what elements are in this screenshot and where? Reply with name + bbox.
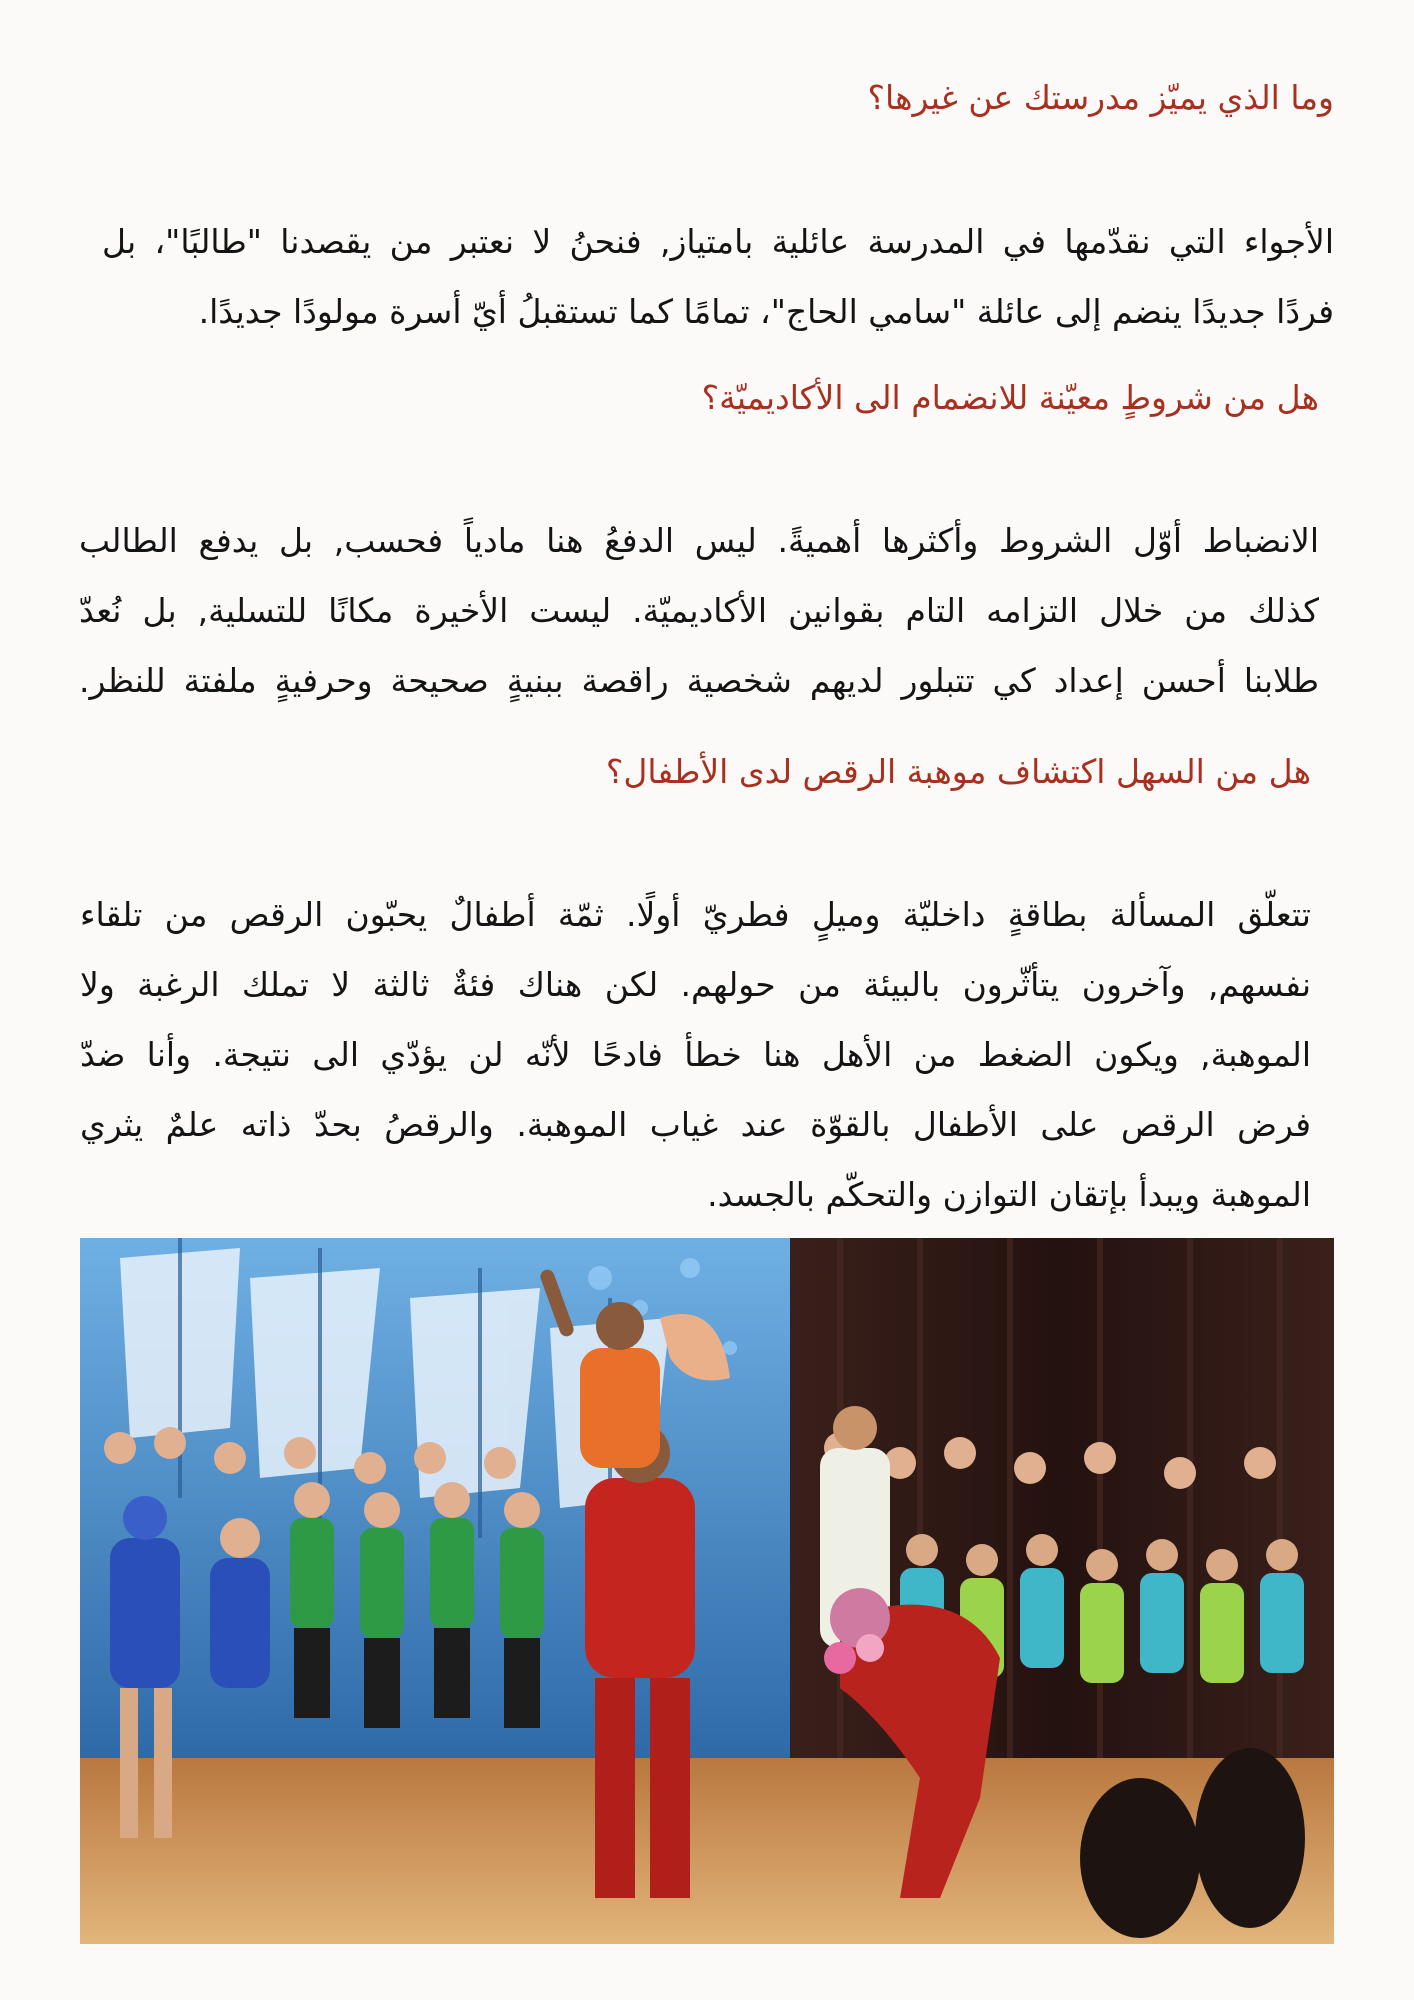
paragraph-line: الموهبة, ويكون الضغط من الأهل هنا خطأ فادحًا لأنّه لن يؤدّي الى نتيجة. وأنا ضدّ — [80, 1035, 1311, 1074]
paragraph-line: الانضباط أوّل الشروط وأكثرها أهميةً. ليس الدفعُ هنا مادياً فحسب, بل يدفع الطالب — [79, 521, 1319, 560]
paragraph-line: كذلك من خلال التزامه التام بقوانين الأكاديميّة. ليست الأخيرة مكانًا للتسلية, بل نُعدّ — [79, 591, 1319, 630]
paragraph-line: طلابنا أحسن إعداد كي تتبلور لديهم شخصية راقصة ببنيةٍ صحيحة وحرفيةٍ ملفتة للنظر. — [79, 661, 1319, 700]
section-heading: هل من شروطٍ معيّنة للانضمام الى الأكاديميّة؟ — [701, 378, 1319, 417]
paragraph-line: نفسهم, وآخرون يتأثّرون بالبيئة من حولهم. لكن هناك فئةٌ ثالثة لا تملك الرغبة ولا — [80, 965, 1311, 1004]
paragraph-line: الأجواء التي نقدّمها في المدرسة عائلية بامتياز, فنحنُ لا نعتبر من يقصدنا "طالبًا"، بل — [102, 222, 1334, 261]
paragraph-line: تتعلّق المسألة بطاقةٍ داخليّة وميلٍ فطريّ أولًا. ثمّة أطفالٌ يحبّون الرقص من تلقاء — [80, 895, 1311, 934]
stage-performance-photo — [80, 1238, 1334, 1944]
section-paragraph — [79, 506, 1319, 716]
section-paragraph — [102, 207, 1334, 347]
section-heading: وما الذي يميّز مدرستك عن غيرها؟ — [867, 78, 1334, 117]
paragraph-line: الموهبة ويبدأ بإتقان التوازن والتحكّم بالجسد. — [707, 1175, 1311, 1214]
paragraph-line: فرض الرقص على الأطفال بالقوّة عند غياب الموهبة. والرقصُ بحدّ ذاته علمٌ يثري — [80, 1105, 1311, 1144]
paragraph-line: فردًا جديدًا ينضم إلى عائلة "سامي الحاج"، تمامًا كما تستقبلُ أيّ أسرة مولودًا جديدًا. — [198, 292, 1334, 331]
section-heading: هل من السهل اكتشاف موهبة الرقص لدى الأطفال؟ — [605, 752, 1311, 791]
section-paragraph — [80, 880, 1311, 1230]
